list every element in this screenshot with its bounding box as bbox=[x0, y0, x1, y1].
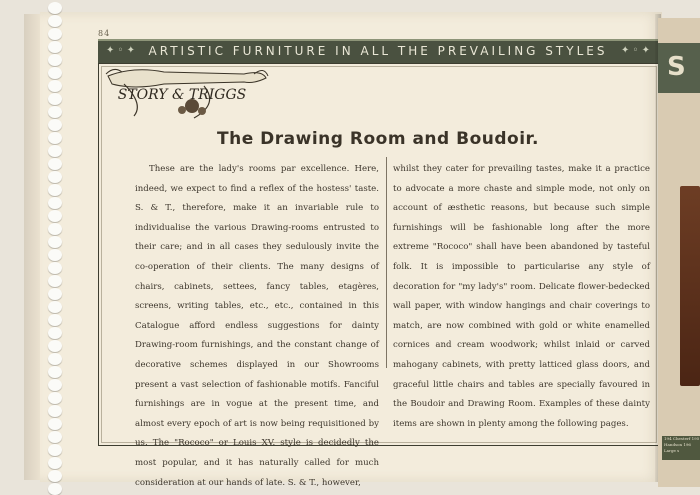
binding-bead bbox=[48, 80, 62, 92]
ornament-icon: ✦ ◦ ✦ bbox=[620, 45, 650, 56]
text-column-left: These are the lady's rooms par excellence. Here, indeed, we expect to find a reflex of the hostess' taste. S. & T., therefore, make it an invariable rule to individualise the various Drawing-rooms entrusted to their care; and in all cases they sedulously invite the co-operation of their clients. The many designs of chairs, cabinets, settees, fancy tables, etagères, screens, writing tables, etc., etc., contained in this Catalogue afford endless suggestions for dainty Drawing-room furnishings, and the constant change of decorative schemes displayed in our Showrooms present a vast selection of fashionable motifs. Fanciful furnishings are in vogue at the present time, and almost every epoch of art is now being requisitioned by us. The "Rococo" or Louis XV. style is decidedly the most popular, and it has naturally called for much consideration at our hands of late. S. & T., however, bbox=[135, 164, 379, 488]
binding-bead bbox=[48, 223, 62, 235]
section-heading: The Drawing Room and Boudoir. bbox=[217, 129, 539, 149]
binding-bead bbox=[48, 41, 62, 53]
next-page-edge bbox=[658, 18, 700, 487]
binding-bead bbox=[48, 210, 62, 222]
binding-bead bbox=[48, 366, 62, 378]
binding-bead bbox=[48, 2, 62, 14]
binding-bead bbox=[48, 197, 62, 209]
binding-bead bbox=[48, 171, 62, 183]
binding-bead bbox=[48, 106, 62, 118]
next-page-letter: S bbox=[667, 52, 686, 82]
binding-bead bbox=[48, 249, 62, 261]
binding-bead bbox=[48, 444, 62, 456]
banner-title: ARTISTIC FURNITURE IN ALL THE PREVAILING STYLES bbox=[148, 44, 608, 58]
binding-bead bbox=[48, 93, 62, 105]
binding-bead bbox=[48, 145, 62, 157]
binding-bead bbox=[48, 353, 62, 365]
binding-bead bbox=[48, 54, 62, 66]
binding-bead bbox=[48, 392, 62, 404]
binding-bead bbox=[48, 119, 62, 131]
next-page-caption: 194 Chesterf 195 Handson 196 Large s bbox=[662, 436, 700, 460]
binding-bead bbox=[48, 418, 62, 430]
binding-bead bbox=[48, 483, 62, 495]
column-divider bbox=[386, 157, 387, 368]
binding-bead bbox=[48, 379, 62, 391]
title-banner bbox=[98, 39, 658, 65]
binding-bead bbox=[48, 457, 62, 469]
story-triggs-logo bbox=[104, 64, 269, 120]
ring-binding bbox=[46, 0, 64, 487]
text-column-right: whilst they cater for prevailing tastes, make it a practice to advocate a more chaste and simple mode, not only on account of æsthetic reasons, but because such simple furnishings will be fashionable long after the more extreme "Rococo" shall have been abandoned by tasteful folk. It is impossible to particularise any style of decoration for "my lady's" room. Delicate flower-bedecked wall paper, with window hangings and chair coverings to match, are now combined with gold or white enamelled cornices and cream woodwork; whilst inlaid or carved mahogany cabinets, with pretty latticed glass doors, and graceful little chairs and tables are specially favoured in the Boudoir and Drawing Room. Examples of these dainty items are shown in plenty among the following pages. bbox=[393, 164, 650, 429]
logo-text: STORY & TRIGGS bbox=[117, 87, 247, 103]
binding-bead bbox=[48, 405, 62, 417]
binding-bead bbox=[48, 301, 62, 313]
binding-bead bbox=[48, 236, 62, 248]
binding-bead bbox=[48, 431, 62, 443]
binding-bead bbox=[48, 275, 62, 287]
binding-bead bbox=[48, 184, 62, 196]
binding-bead bbox=[48, 262, 62, 274]
binding-bead bbox=[48, 327, 62, 339]
binding-bead bbox=[48, 288, 62, 300]
binding-bead bbox=[48, 132, 62, 144]
binding-bead bbox=[48, 314, 62, 326]
page-number: 84 bbox=[98, 29, 111, 38]
binding-bead bbox=[48, 15, 62, 27]
ornament-icon: ✦ ◦ ✦ bbox=[106, 45, 136, 56]
binding-bead bbox=[48, 158, 62, 170]
binding-bead bbox=[48, 67, 62, 79]
binding-bead bbox=[48, 340, 62, 352]
binding-bead bbox=[48, 28, 62, 40]
binding-bead bbox=[48, 470, 62, 482]
furniture-illustration bbox=[680, 186, 700, 386]
